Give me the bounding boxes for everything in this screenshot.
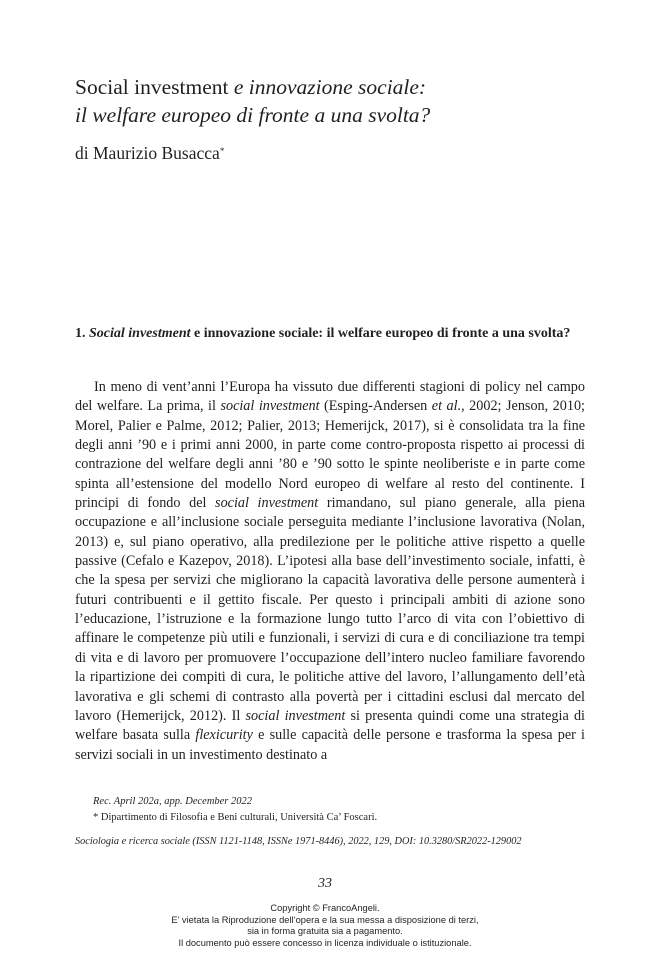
author-name: di Maurizio Busacca (75, 143, 220, 163)
body-text-2: (Esping-Andersen (319, 398, 432, 415)
section-heading (75, 324, 585, 344)
body-text-3: , 2002; Jenson, 2010; Morel, Palier e Palme, 2012; Palier, 2013; Hemerijck, 2017), si è consolidata tra la fine degli anni ’90 e i primi anni 2000, in parte come contro-proposta rispetto ai processi di contrazione del welfare degli anni ’80 e ’90 sotto le spinte neoliberiste e in parte come spinta all’estensione del modello Nord europeo di welfare al resto del continente. I principi di fondo del (75, 398, 586, 512)
copyright-line: Copyright © FrancoAngeli. (270, 903, 380, 913)
title-line1-roman: Social investment (75, 75, 229, 99)
body-text-1: In meno di vent’anni l’Europa ha vissuto due differenti stagioni di policy nel campo del welfare. La prima, il (75, 379, 585, 415)
author-footnote-mark: * (219, 146, 225, 156)
body-italic-2: et al. (431, 398, 462, 415)
copyright-notice (0, 903, 650, 949)
copyright-line: E’ vietata la Riproduzione dell’opera e la sua messa a disposizione di terzi, (171, 914, 479, 925)
author-line (75, 142, 224, 164)
body-italic-1: social investment (220, 398, 320, 415)
page-number: 33 (318, 876, 332, 891)
copyright-line: Il documento può essere concesso in licenza individuale o istituzionale. (178, 937, 472, 948)
section-heading-rest: e innovazione sociale: il welfare europeo di fronte a una svolta? (194, 326, 571, 341)
body-italic-4: social investment (245, 707, 346, 724)
body-italic-3: social investment (215, 495, 319, 512)
body-text-6: e sulle capacità delle persone e trasforma la spesa per i servizi sociali in un investimento destinato a (75, 727, 585, 763)
title-line2-italic: il welfare europeo di fronte a una svolta? (75, 103, 431, 127)
section-number: 1. (75, 326, 86, 341)
article-title (75, 73, 595, 129)
title-line1-italic: e innovazione sociale: (233, 75, 427, 99)
author-affiliation-footnote: * Dipartimento di Filosofia e Beni culturali, Università Ca’ Foscari. (93, 812, 378, 823)
section-heading-italic: Social investment (89, 326, 191, 341)
body-italic-5: flexicurity (195, 727, 253, 744)
body-paragraph (75, 378, 585, 765)
journal-citation: Sociologia e ricerca sociale (ISSN 1121-1148, ISSNe 1971-8446), 2022, 129, DOI: 10.3280/SR2022-129002 (75, 836, 522, 847)
body-text-5: si presenta quindi come una strategia di welfare basata sulla (75, 707, 585, 744)
received-dates: Rec. April 202a, app. December 2022 (93, 796, 253, 807)
copyright-line: sia in forma gratuita sia a pagamento. (247, 926, 403, 936)
body-text-4: rimandano, sul piano generale, alla piena occupazione e all’inclusione sociale perseguita mediante l’inclusione lavorativa (Nolan, 2013) e, sul piano operativo, alla predilezione per le politiche attive rispetto a quelle passive (Cefalo e Kazepov, 2018). L’ipotesi alla base dell’investimento sociale, infatti, è che la spesa per servizi che migliorano la capacità lavorativa delle persone aumenterà i futuri contribuenti e il gettito fiscale. Per questo i principali ambiti di azione sono l’educazione, l’istruzione e la formazione lungo tutto l’arco di vita con l’obiettivo di affinare le competenze più utili e funzionali, i servizi di cura e di conciliazione tra tempi di vita e di lavoro per promuovere l’occupazione dell’intero nucleo familiare favorendo la ripartizione dei compiti di cura, le politiche attive del lavoro, l’allungamento dell’età lavorativa e gli schemi di contrasto alla povertà per i cittadini esclusi dal mercato del lavoro (Hemerijck, 2012). Il (75, 495, 585, 724)
